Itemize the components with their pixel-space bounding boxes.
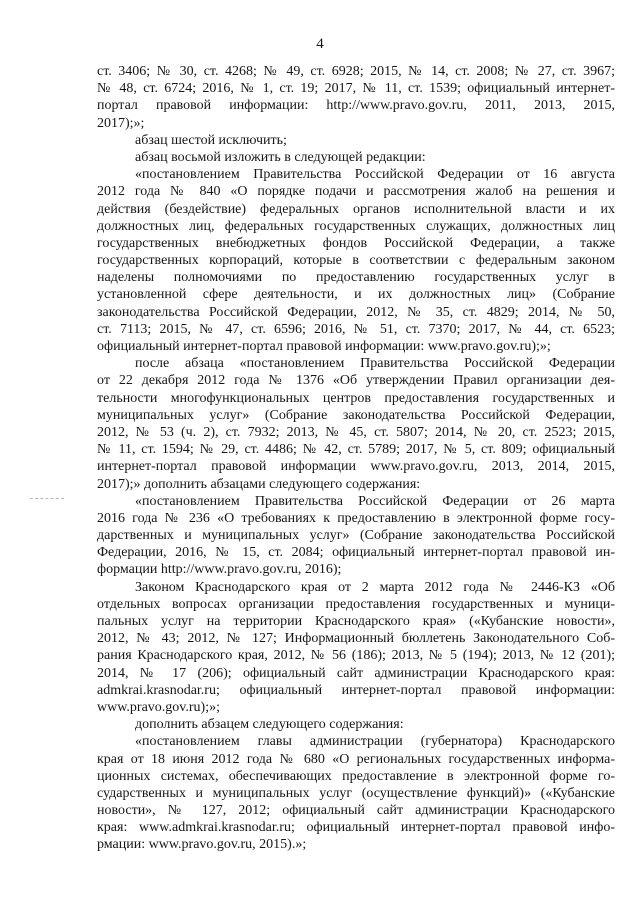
text-line: края: www.admkrai.krasnodar.ru; официальный интернет-портал правовой инфо-: [97, 820, 615, 836]
text-line: после абзаца «постановлением Правительства Российской Федерации: [135, 356, 615, 372]
text-line: № 11, ст. 1594; № 29, ст. 4486; № 42, ст. 5789; 2017, № 5, ст. 809; официальный: [97, 442, 615, 458]
text-line: края от 18 июня 2012 года № 680 «О региональных государственных информа-: [97, 751, 615, 767]
text-line: сударственных и муниципальных услуг (осуществление функций)» («Кубанские: [97, 785, 615, 801]
text-line: законодательства Российской Федерации, 2012, № 35, ст. 4829; 2014, № 50,: [97, 304, 615, 320]
text-line: ст. 7113; 2015, № 47, ст. 6596; 2016, № 51, ст. 7370; 2017, № 44, ст. 6523;: [97, 321, 615, 337]
text-line: ционных системах, обеспечивающих предоставление в электронной форме го-: [97, 768, 615, 784]
text-line: «постановлением Правительства Российской Федерации от 26 марта: [135, 493, 615, 509]
text-line: портал правовой информации: http://www.pravo.gov.ru, 2011, 2013, 2015,: [97, 98, 615, 114]
text-line: установленной сфере деятельности, и их должностных лиц» (Собрание: [97, 287, 615, 303]
text-line: Федерации, 2016, № 15, ст. 2084; официальный интернет-портал правовой ин-: [97, 545, 615, 561]
text-line: действия (бездействие) федеральных органов исполнительной власти и их: [97, 201, 615, 217]
text-line: отдельных вопросах организации предоставления государственных и муници-: [97, 596, 615, 612]
text-line: интернет-портал правовой информации www.pravo.gov.ru, 2013, 2014, 2015,: [97, 459, 615, 475]
text-line: государственных корпораций, которые в соответствии с федеральным законом: [97, 253, 615, 269]
text-line: государственных внебюджетных фондов Российской Федерации, а также: [97, 235, 615, 251]
document-body: [97, 63, 615, 854]
text-line: абзац восьмой изложить в следующей редакции:: [135, 149, 426, 165]
text-line: 2016 года № 236 «О требованиях к предоставлению в электронной форме госу-: [97, 510, 615, 526]
text-line: должностных лиц, федеральных государственных служащих, должностных лиц: [97, 218, 615, 234]
text-line: пальных услуг на территории Краснодарского края» («Кубанские новости»,: [97, 614, 615, 629]
text-line: от 22 декабря 2012 года № 1376 «Об утверждении Правил организации дея-: [97, 373, 615, 389]
text-line: муниципальных услуг» (Собрание законодательства Российской Федерации,: [97, 407, 615, 423]
text-line: дарственных и муниципальных услуг» (Собрание законодательства Российской: [97, 528, 615, 544]
text-line: 2017);»;: [97, 115, 145, 131]
text-line: № 48, ст. 6724; 2016, № 1, ст. 19; 2017, № 11, ст. 1539; официальный интернет-: [97, 81, 615, 97]
text-line: формации http://www.pravo.gov.ru, 2016);: [97, 562, 342, 578]
text-line: «постановлением главы администрации (губернатора) Краснодарского: [135, 734, 615, 750]
text-line: 2017);» дополнить абзацами следующего содержания:: [97, 476, 421, 492]
text-line: ст. 3406; № 30, ст. 4268; № 49, ст. 6928; 2015, № 14, ст. 2008; № 27, ст. 3967;: [97, 64, 615, 79]
scan-margin-mark: [30, 498, 64, 500]
text-line: дополнить абзацем следующего содержания:: [135, 717, 404, 733]
text-line: 2012, № 43; 2012, № 127; Информационный бюллетень Законодательного Соб-: [97, 631, 615, 647]
text-line: Законом Краснодарского края от 2 марта 2012 года № 2446-КЗ «Об: [135, 579, 615, 595]
text-line: 2014, № 17 (206); официальный сайт администрации Краснодарского края:: [97, 665, 615, 681]
text-line: «постановлением Правительства Российской Федерации от 16 августа: [135, 167, 615, 183]
text-line: admkrai.krasnodar.ru; официальный интернет-портал правовой информации:: [97, 682, 615, 698]
text-line: рмации: www.pravo.gov.ru, 2015).»;: [97, 837, 307, 853]
text-line: www.pravo.gov.ru);»;: [97, 699, 220, 715]
text-line: 2012 года № 840 «О порядке подачи и рассмотрения жалоб на решения и: [97, 184, 615, 200]
text-line: рания Краснодарского края, 2012, № 56 (186); 2013, № 5 (194); 2013, № 12 (201);: [97, 648, 615, 664]
text-line: 2012, № 53 (ч. 2), ст. 7932; 2013, № 45, ст. 5807; 2014, № 20, ст. 2523; 2015,: [97, 424, 615, 440]
text-line: наделены полномочиями по предоставлению государственных услуг в: [97, 270, 615, 286]
text-line: тельности многофункциональных центров предоставления государственных и: [97, 390, 615, 406]
page-number: 4: [316, 36, 324, 52]
text-line: абзац шестой исключить;: [135, 132, 287, 148]
text-line: новости», № 127, 2012; официальный сайт администрации Краснодарского: [97, 803, 615, 819]
text-line: официальный интернет-портал правовой информации: www.pravo.gov.ru);»;: [97, 339, 551, 354]
